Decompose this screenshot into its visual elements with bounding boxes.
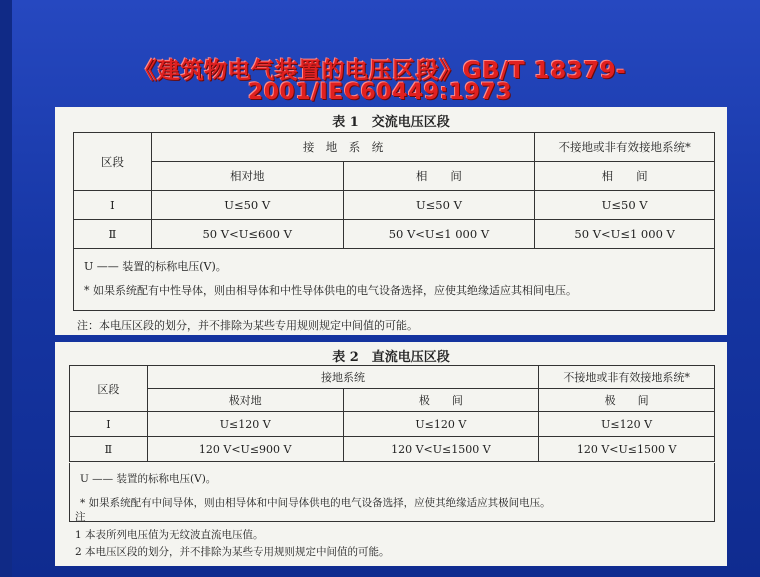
table1-between-header: 相 间 bbox=[343, 162, 535, 191]
zone-cell: Ⅰ bbox=[70, 412, 148, 437]
table2-between2-header: 极 间 bbox=[539, 389, 715, 412]
table-row bbox=[70, 437, 715, 462]
table-row bbox=[74, 220, 715, 249]
value-cell: 120 V<U≤900 V bbox=[147, 437, 343, 462]
table2-legend-line1: U —— 装置的标称电压(V)。 bbox=[80, 473, 217, 485]
table2-caption: 表 2 直流电压区段 bbox=[332, 350, 450, 365]
table1-scan bbox=[55, 107, 727, 335]
zone-cell: Ⅰ bbox=[74, 191, 152, 220]
table2-legend bbox=[69, 463, 715, 522]
table2-to-earth-header: 极对地 bbox=[147, 389, 343, 412]
value-cell: 120 V<U≤1500 V bbox=[539, 437, 715, 462]
table2-zone-header: 区段 bbox=[70, 366, 148, 412]
value-cell: 50 V<U≤600 V bbox=[151, 220, 343, 249]
table1-earthed-header: 接 地 系 统 bbox=[151, 133, 534, 162]
table1-legend-line1: U —— 装置的标称电压(V)。 bbox=[84, 260, 227, 273]
value-cell: 50 V<U≤1 000 V bbox=[535, 220, 715, 249]
zone-cell: Ⅱ bbox=[74, 220, 152, 249]
value-cell: 50 V<U≤1 000 V bbox=[343, 220, 535, 249]
value-cell: U≤50 V bbox=[535, 191, 715, 220]
table1-note: 注：本电压区段的划分，并不排除为某些专用规则规定中间值的可能。 bbox=[77, 319, 418, 332]
table2-earthed-header: 接地系统 bbox=[147, 366, 538, 389]
table2-unearthed-header: 不接地或非有效接地系统* bbox=[539, 366, 715, 389]
table1-between2-header: 相 间 bbox=[535, 162, 715, 191]
table-row bbox=[70, 412, 715, 437]
table1-to-earth-header: 相对地 bbox=[151, 162, 343, 191]
value-cell: 120 V<U≤1500 V bbox=[343, 437, 539, 462]
table2-between-header: 极 间 bbox=[343, 389, 539, 412]
value-cell: U≤120 V bbox=[147, 412, 343, 437]
value-cell: U≤120 V bbox=[539, 412, 715, 437]
value-cell: U≤50 V bbox=[343, 191, 535, 220]
table1-caption: 表 1 交流电压区段 bbox=[332, 115, 450, 130]
table-row bbox=[74, 191, 715, 220]
table1-legend bbox=[73, 248, 715, 311]
table2-note1: 1 本表所列电压值为无纹波直流电压值。 bbox=[75, 529, 264, 541]
zone-cell: Ⅱ bbox=[70, 437, 148, 462]
table2-scan bbox=[55, 342, 727, 566]
table1 bbox=[73, 132, 715, 249]
table1-unearthed-header: 不接地或非有效接地系统* bbox=[535, 133, 715, 162]
slide-title-line2: 2001/IEC60449:1973 bbox=[247, 80, 513, 105]
value-cell: U≤120 V bbox=[343, 412, 539, 437]
slide-title-line1: 《建筑物电气装置的电压区段》GB/T 18379- bbox=[133, 58, 627, 84]
table2 bbox=[69, 365, 715, 462]
table1-zone-header: 区段 bbox=[74, 133, 152, 191]
table1-legend-line2: * 如果系统配有中性导体，则由相导体和中性导体供电的电气设备选择，应使其绝缘适应其相间电压。 bbox=[84, 284, 577, 297]
value-cell: U≤50 V bbox=[151, 191, 343, 220]
table2-note-head: 注 bbox=[75, 511, 86, 523]
table2-legend-line2: * 如果系统配有中间导体，则由相导体和中间导体供电的电气设备选择，应使其绝缘适应其极间电压。 bbox=[80, 497, 551, 509]
table2-note2: 2 本电压区段的划分，并不排除为某些专用规则规定中间值的可能。 bbox=[75, 546, 390, 558]
